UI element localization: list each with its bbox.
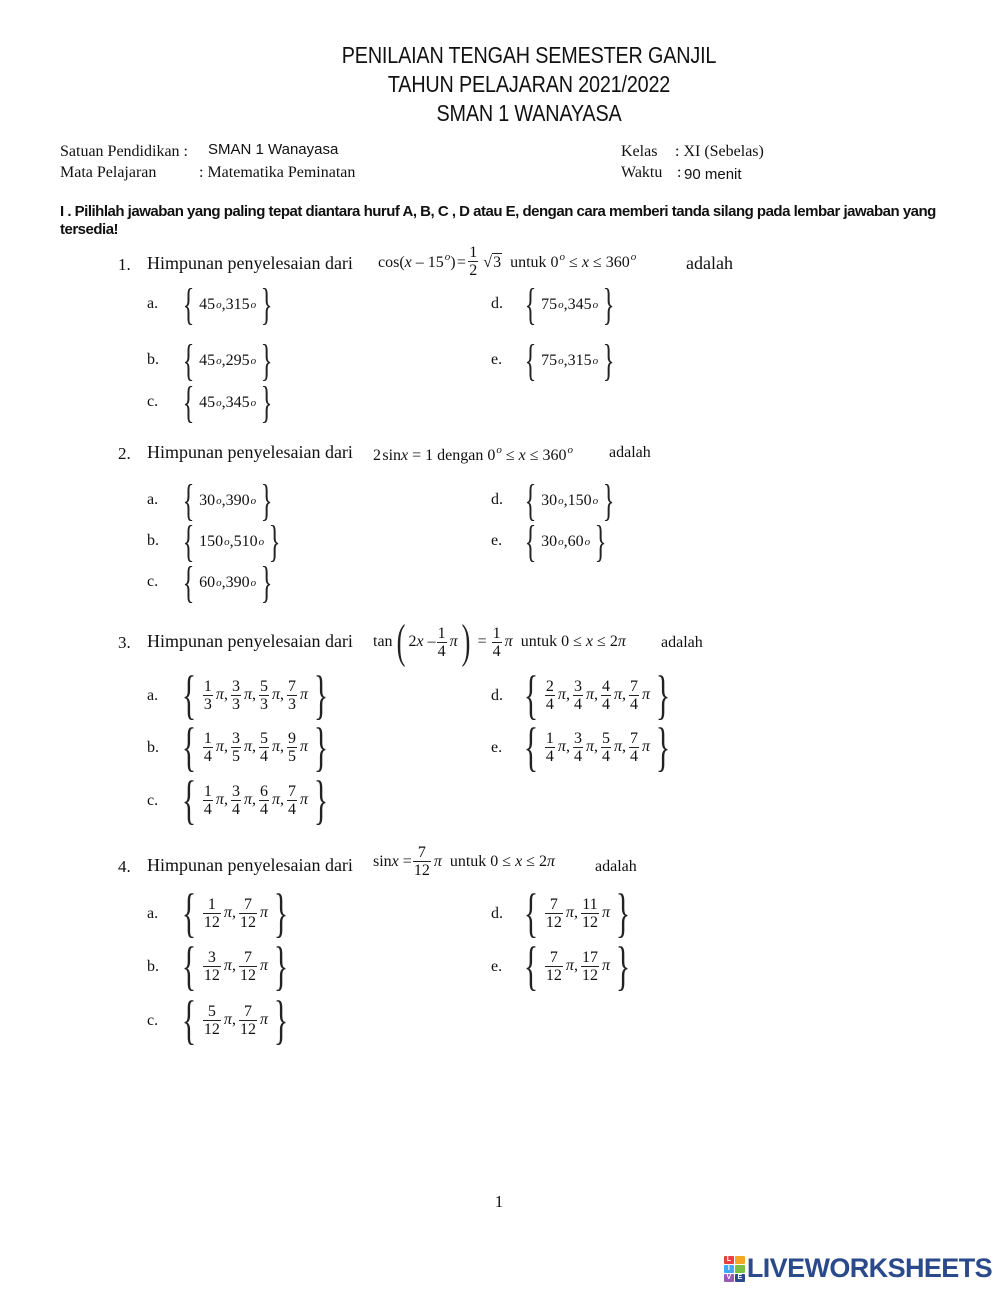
page-number: 1	[494, 1192, 504, 1211]
satuan-value: SMAN 1 Wanayasa	[208, 141, 339, 158]
q1-option-d[interactable]: { 75 o ,345 o }	[524, 280, 615, 329]
question-2-number: 2.	[118, 444, 131, 463]
q1-option-a[interactable]: { 45 o ,315 o }	[182, 280, 273, 329]
q4-option-c-label[interactable]: c.	[147, 1012, 159, 1029]
q4-option-a-label[interactable]: a.	[147, 905, 159, 922]
school-name: SMAN 1 WANAYASA	[436, 100, 622, 126]
academic-year: TAHUN PELAJARAN 2021/2022	[387, 71, 671, 97]
waktu-colon: :	[677, 164, 682, 181]
liveworksheets-logo-icon: L I V E	[724, 1256, 744, 1282]
instruction-text: I . Pilihlah jawaban yang paling tepat diantara huruf A, B, C , D atau E, dengan cara memberi tanda silang pada lembar jawaban yang tersedia!	[60, 203, 936, 238]
q3-option-c[interactable]: { $\frac{1}{4}$ π , $\frac{3}{4}$ π , $\frac{6}{4}$ π , $\frac{7}{4}$ π }	[181, 770, 329, 830]
q1-option-e-label[interactable]: e.	[491, 351, 503, 368]
question-3-equation: tan ( 2x – $\frac{1}{4}$ π ) = $\frac{1}{4}$ π untuk 0 ≤ x ≤ 2π	[373, 615, 626, 668]
q4-option-b[interactable]: { $\frac{3}{12}$ π , $\frac{7}{12}$ π }	[181, 936, 289, 996]
q3-option-d-label[interactable]: d.	[491, 687, 503, 704]
kelas-label: Kelas	[621, 143, 658, 160]
q2-option-b-label[interactable]: b.	[147, 532, 159, 549]
q1-option-b[interactable]: { 45 o ,295 o }	[182, 336, 273, 385]
q2-option-a-label[interactable]: a.	[147, 491, 159, 508]
q2-option-c-label[interactable]: c.	[147, 573, 159, 590]
q3-option-d[interactable]: { $\frac{2}{4}$ π , $\frac{3}{4}$ π , $\frac{4}{4}$ π , $\frac{7}{4}$ π }	[523, 665, 671, 725]
q4-option-e-label[interactable]: e.	[491, 958, 503, 975]
satuan-label: Satuan Pendidikan :	[60, 143, 188, 160]
q2-option-a[interactable]: { 30 o ,390 o }	[182, 476, 273, 525]
q4-option-c[interactable]: { $\frac{5}{12}$ π , $\frac{7}{12}$ π }	[181, 990, 289, 1050]
q4-option-b-label[interactable]: b.	[147, 958, 159, 975]
q1-option-a-label[interactable]: a.	[147, 295, 159, 312]
question-1-text	[147, 254, 353, 272]
q2-option-c[interactable]: { 60 o ,390 o }	[182, 558, 273, 607]
q4-option-d[interactable]: { $\frac{7}{12}$ π , $\frac{11}{12}$ π }	[523, 883, 631, 943]
exam-title: PENILAIAN TENGAH SEMESTER GANJIL	[341, 42, 717, 68]
liveworksheets-logo-text: LIVEWORKSHEETS	[746, 1253, 992, 1283]
q2-option-d-label[interactable]: d.	[491, 491, 503, 508]
q2-option-e[interactable]: { 30 o ,60 o }	[524, 517, 607, 566]
q2-option-e-label[interactable]: e.	[491, 532, 503, 549]
q3-option-b[interactable]: { $\frac{1}{4}$ π , $\frac{3}{5}$ π , $\frac{5}{4}$ π , $\frac{9}{5}$ π }	[181, 717, 329, 777]
question-1-equation: $\cos(x - 15^o)$ = $\frac{1}{2}$ √3 untuk $0^o \le x \le 360^o$	[378, 244, 637, 279]
q3-option-c-label[interactable]: c.	[147, 792, 159, 809]
question-1-prefix: Himpunan penyelesaian dari	[147, 253, 353, 273]
question-3-number: 3.	[118, 633, 131, 652]
question-1-suffix: adalah	[686, 253, 733, 273]
q3-option-e-label[interactable]: e.	[491, 739, 503, 756]
q3-option-e[interactable]: { $\frac{1}{4}$ π , $\frac{3}{4}$ π , $\frac{5}{4}$ π , $\frac{7}{4}$ π }	[523, 717, 671, 777]
waktu-label: Waktu	[621, 164, 663, 181]
q2-option-d[interactable]: { 30 o ,150 o }	[524, 476, 615, 525]
q1-option-d-label[interactable]: d.	[491, 295, 503, 312]
question-4-number: 4.	[118, 857, 131, 876]
question-4-equation: sinx = $\frac{7}{12}$ π untuk 0 ≤ x ≤ 2π	[373, 844, 555, 879]
q3-option-a[interactable]: { $\frac{1}{3}$ π , $\frac{3}{3}$ π , $\frac{5}{3}$ π , $\frac{7}{3}$ π }	[181, 665, 329, 725]
question-2-suffix: adalah	[609, 444, 651, 461]
q1-option-c-label[interactable]: c.	[147, 393, 159, 410]
mapel-value: : Matematika Peminatan	[199, 164, 356, 181]
liveworksheets-logo[interactable]	[724, 1255, 992, 1282]
question-4-suffix: adalah	[595, 858, 637, 875]
question-3-suffix: adalah	[661, 634, 703, 651]
question-2-prefix: Himpunan penyelesaian dari	[147, 442, 353, 462]
q2-option-b[interactable]: { 150 o ,510 o }	[182, 517, 281, 566]
question-3-prefix: Himpunan penyelesaian dari	[147, 631, 353, 651]
q3-option-b-label[interactable]: b.	[147, 739, 159, 756]
question-2-equation: 2 sinx = 1 dengan $0^o \le x \le 360^o$	[373, 444, 574, 464]
q1-option-e[interactable]: { 75 o ,315 o }	[524, 336, 615, 385]
kelas-value: : XI (Sebelas)	[675, 143, 764, 160]
q4-option-e[interactable]: { $\frac{7}{12}$ π , $\frac{17}{12}$ π }	[523, 936, 631, 996]
waktu-value: 90 menit	[684, 166, 742, 183]
q3-option-a-label[interactable]: a.	[147, 687, 159, 704]
question-4-prefix: Himpunan penyelesaian dari	[147, 855, 353, 875]
q4-option-a[interactable]: { $\frac{1}{12}$ π , $\frac{7}{12}$ π }	[181, 883, 289, 943]
q1-option-c[interactable]: { 45 o ,345 o }	[182, 378, 273, 427]
q1-option-b-label[interactable]: b.	[147, 351, 159, 368]
question-1-number: 1.	[118, 255, 131, 274]
q4-option-d-label[interactable]: d.	[491, 905, 503, 922]
mapel-label: Mata Pelajaran	[60, 164, 157, 181]
